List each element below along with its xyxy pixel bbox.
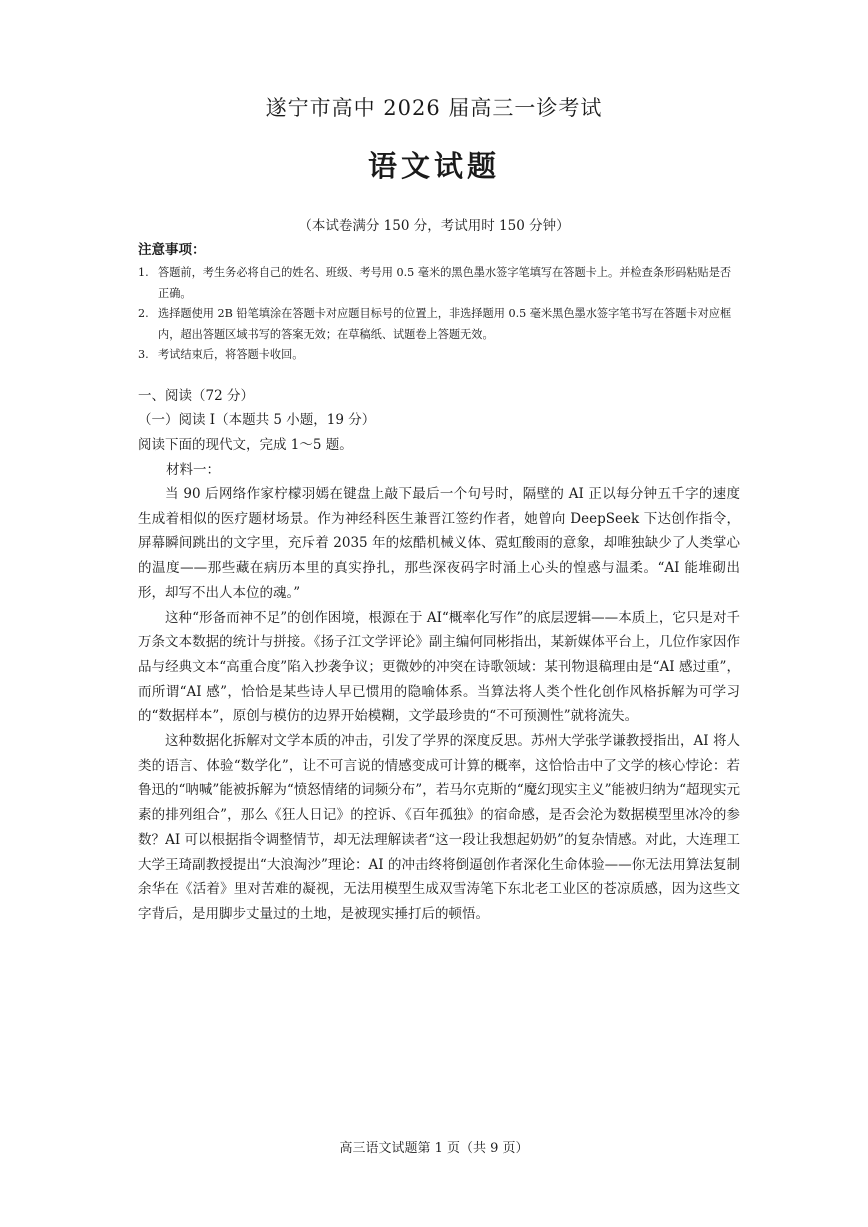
section-heading: 一、阅读（72 分） (138, 388, 254, 404)
notice-list (138, 263, 738, 366)
subsection-heading: （一）阅读 I（本题共 5 小题，19 分） (138, 412, 376, 428)
notice-item (138, 345, 738, 366)
notice-item-number: 3. (138, 348, 149, 361)
passage-paragraph: 这种数据化拆解对文学本质的冲击，引发了学界的深度反思。苏州大学张学谦教授指出，AI 将人类的语言、体验“数学化”，让不可言说的情感变成可计算的概率，这恰恰击中了文学的核心悖论：若鲁迅的“呐喊”能被拆解为“愤怒情绪的词频分布”，若马尔克斯的“魔幻现实主义”能被归纳为“超现实元素的排列组合”，那么《狂人日记》的控诉、《百年孤独》的宿命感，是否会沦为数据模型里冰冷的参数？AI 可以根据指令调整情节，却无法理解读者“这一段让我想起奶奶”的复杂情感。对此，大连理工大学王琦副教授提出“大浪淘沙”理论：AI 的冲击终将倒逼创作者深化生命体验——你无法用算法复制余华在《活着》里对苦难的凝视，无法用模型生成双雪涛笔下东北老工业区的苍凉质感，因为这些文字背后，是用脚步丈量过的土地，是被现实捶打后的顿悟。 (138, 733, 740, 922)
reading-instruction: 阅读下面的现代文，完成 1～5 题。 (138, 437, 353, 453)
page-footer: 高三语文试题第 1 页（共 9 页） (339, 1141, 529, 1156)
notice-item-text: 答题前，考生务必将自己的姓名、班级、考号用 0.5 毫米的黑色墨水签字笔填写在答题卡上。并检查条形码粘贴是否正确。 (158, 266, 732, 300)
reading-passage (138, 482, 740, 927)
notice-item-text: 考试结束后，将答题卡收回。 (158, 348, 304, 361)
subject-title: 语文试题 (367, 149, 500, 183)
notice-item (138, 263, 738, 304)
notice-item-number: 1. (138, 266, 149, 279)
score-note: （本试卷满分 150 分，考试用时 150 分钟） (298, 218, 570, 234)
material-label: 材料一： (166, 462, 220, 478)
exam-title: 遂宁市高中 2026 届高三一诊考试 (265, 96, 603, 120)
passage-paragraph: 这种“形备而神不足”的创作困境，根源在于 AI“概率化写作”的底层逻辑——本质上，它只是对千万条文本数据的统计与拼接。《扬子江文学评论》副主编何同彬指出，某新媒体平台上，几位作家因作品与经典文本“高重合度”陷入抄袭争议；更微妙的冲突在诗歌领域：某刊物退稿理由是“AI 感过重”，而所谓“AI 感”，恰恰是某些诗人早已惯用的隐喻体系。当算法将人类个性化创作风格拆解为可学习的“数据样本”，原创与模仿的边界开始模糊，文学最珍贵的“不可预测性”就将流失。 (138, 609, 740, 725)
passage-paragraph: 当 90 后网络作家柠檬羽嫣在键盘上敲下最后一个句号时，隔壁的 AI 正以每分钟五千字的速度生成着相似的医疗题材场景。作为神经科医生兼晋江签约作者，她曾向 DeepSeek 下达创作指令，屏幕瞬间跳出的文字里，充斥着 2035 年的炫酷机械义体、霓虹酸雨的意象，却唯独缺少了人类掌心的温度——那些藏在病历本里的真实挣扎，那些深夜码字时涌上心头的惶惑与温柔。“AI 能堆砌出形，却写不出人本位的魂。” (138, 486, 740, 601)
notice-heading: 注意事项： (138, 242, 206, 258)
notice-item-number: 2. (138, 307, 149, 320)
notice-item (138, 304, 738, 345)
notice-item-text: 选择题使用 2B 铅笔填涂在答题卡对应题目标号的位置上，非选择题用 0.5 毫米黑色墨水签字笔书写在答题卡对应框内，超出答题区域书写的答案无效；在草稿纸、试题卷上答题无效。 (158, 307, 732, 341)
